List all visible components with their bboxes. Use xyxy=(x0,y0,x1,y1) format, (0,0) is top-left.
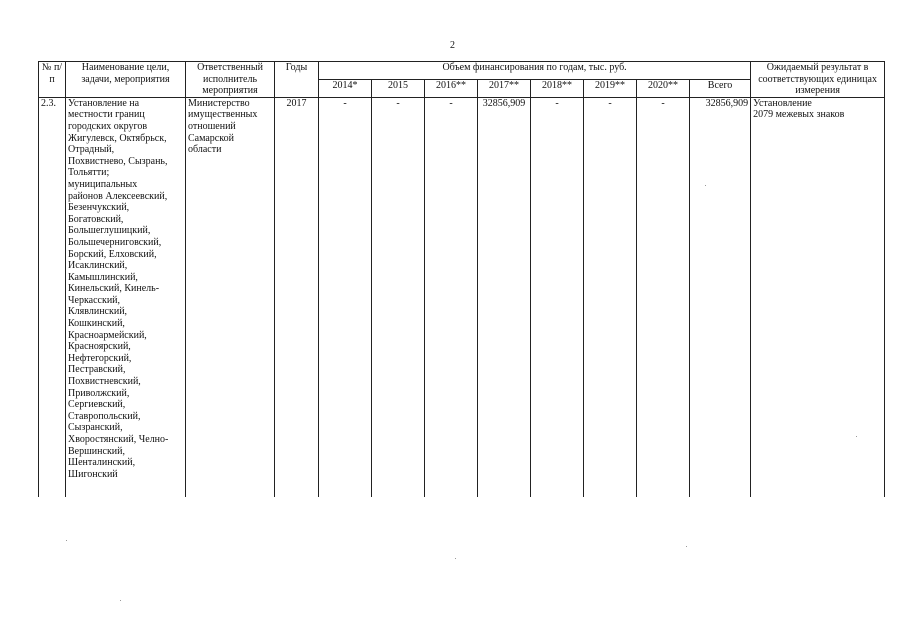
row-value-2020: - xyxy=(637,97,690,497)
header-year-2015: 2015 xyxy=(372,79,425,97)
row-name: Установление на местности границ городских округов Жигулевск, Октябрьск, Отрадный, Похвистнево, Сызрань, Тольятти; муниципальных районов Алексеевский, Безенчукский, Богатовский, Большеглушицкий, Большечерниговский, Борский, Елховский, Исаклинский, Камышлинский, Кинельский, Кинель- Черкасский, Клявлинский, Кошкинский, Красноармейский, Красноярский, Нефтегорский, Пестравский, Похвистневский, Приволжский, Сергиевский, Ставропольский, Сызранский, Хворостянский, Челно- Вершинский, Шенталинский, Шигонский xyxy=(66,97,186,497)
header-year-2019: 2019** xyxy=(584,79,637,97)
header-name: Наименование цели, задачи, мероприятия xyxy=(66,62,186,98)
header-year-2020: 2020** xyxy=(637,79,690,97)
row-value-2015: - xyxy=(372,97,425,497)
row-value-2014: - xyxy=(319,97,372,497)
page-number: 2 xyxy=(450,40,455,51)
row-responsible: Министерство имущественных отношений Самарской области xyxy=(186,97,275,497)
row-value-2016: - xyxy=(425,97,478,497)
financing-table xyxy=(38,61,885,497)
table-row xyxy=(39,97,885,497)
row-num: 2.3. xyxy=(39,97,66,497)
scan-speck xyxy=(705,185,706,186)
header-total: Всего xyxy=(690,79,751,97)
header-year-2014: 2014* xyxy=(319,79,372,97)
row-result: Установление 2079 межевых знаков xyxy=(751,97,885,497)
header-responsible: Ответственный исполнитель мероприятия xyxy=(186,62,275,98)
header-year-2018: 2018** xyxy=(531,79,584,97)
scan-speck xyxy=(856,436,857,437)
row-value-total: 32856,909 xyxy=(690,97,751,497)
header-year-2017: 2017** xyxy=(478,79,531,97)
scan-speck xyxy=(455,558,456,559)
scan-speck xyxy=(120,600,121,601)
row-years: 2017 xyxy=(275,97,319,497)
row-value-2017: 32856,909 xyxy=(478,97,531,497)
header-financing-group: Объем финансирования по годам, тыс. руб. xyxy=(319,62,751,80)
scan-speck xyxy=(66,540,67,541)
row-value-2018: - xyxy=(531,97,584,497)
header-year-2016: 2016** xyxy=(425,79,478,97)
scan-speck xyxy=(686,546,687,547)
header-result: Ожидаемый результат в соответствующих единицах измерения xyxy=(751,62,885,98)
header-years: Годы xyxy=(275,62,319,98)
header-num: № п/п xyxy=(39,62,66,98)
row-value-2019: - xyxy=(584,97,637,497)
